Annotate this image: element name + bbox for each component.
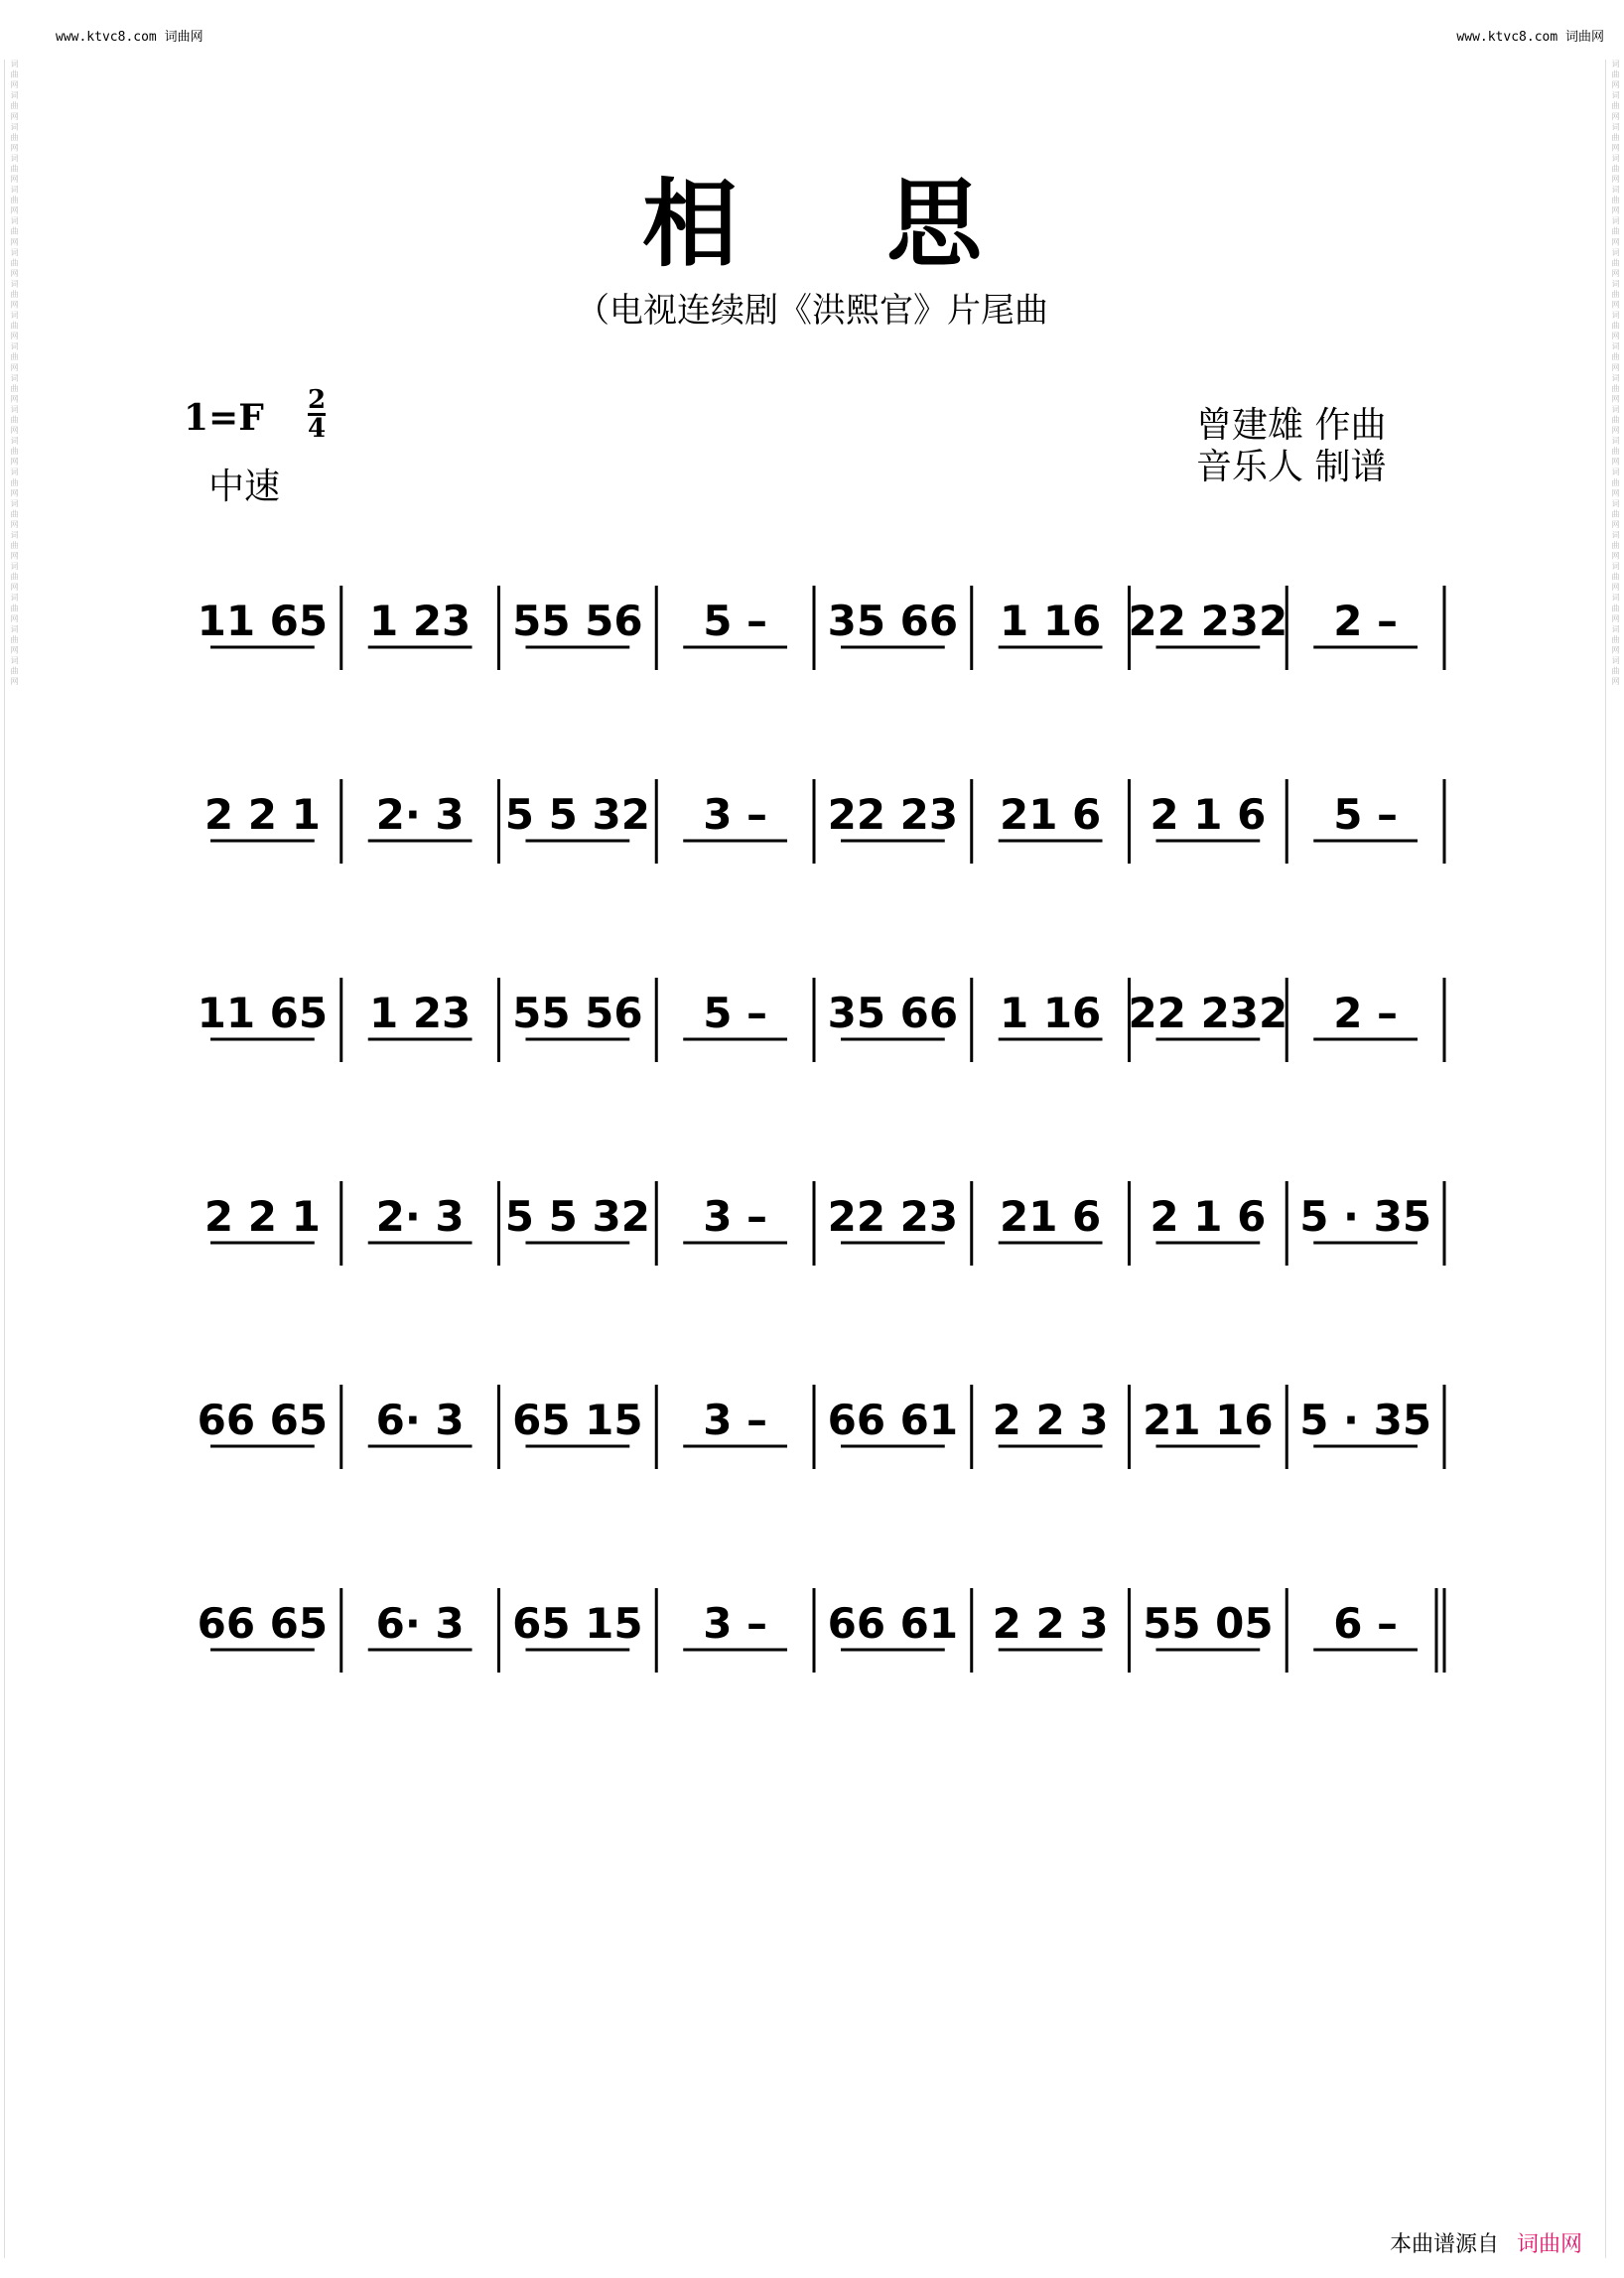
- footer-source: [1390, 2227, 1582, 2258]
- measure-notes: 22 232: [1128, 597, 1288, 645]
- measure-notes: 66 65: [197, 1599, 329, 1648]
- measure-notes: 21 6: [999, 790, 1102, 839]
- footer-source-link[interactable]: 词曲网: [1516, 2232, 1582, 2257]
- measure-notes: 55 56: [512, 989, 643, 1037]
- composer-credit: 曾建雄 作曲: [1196, 405, 1387, 446]
- staff-svg: [184, 1375, 1444, 1504]
- measure-notes: 5 5 32: [504, 790, 650, 839]
- time-sig-top: 2: [308, 385, 327, 415]
- measure-notes: 6· 3: [375, 1396, 465, 1444]
- measure-notes: 6· 3: [375, 1599, 465, 1648]
- measure-notes: 5 –: [703, 989, 768, 1037]
- side-watermark-left: 词 曲 网 词 曲 网 词 曲 网 词 曲 网 词 曲 网 词 曲 网 词 曲 网 词 曲 网 词 曲 网 词 曲 网 词 曲 网 词 曲 网 词 曲 网 词 曲 网 词 曲 网 词 曲 网 词 曲 网 词 曲 网 词 曲 网 词 曲 网: [4, 60, 19, 2258]
- measure-notes: 5 –: [1333, 790, 1399, 839]
- measure-notes: 66 65: [197, 1396, 329, 1444]
- staff-svg: [184, 968, 1444, 1097]
- staff-line: [184, 1578, 1444, 1707]
- measure-notes: 22 23: [827, 790, 959, 839]
- site-watermark-right: www.ktvc8.com 词曲网: [1456, 30, 1604, 45]
- measure-notes: 3 –: [703, 1396, 768, 1444]
- measure-notes: 2 2 1: [203, 790, 321, 839]
- measure-notes: 3 –: [703, 1192, 768, 1241]
- measure-notes: 11 65: [197, 597, 329, 645]
- song-title: 相思: [642, 168, 1131, 280]
- measure-notes: 2 2 3: [992, 1396, 1109, 1444]
- measure-notes: 55 05: [1143, 1599, 1274, 1648]
- measure-notes: 2 2 3: [992, 1599, 1109, 1648]
- measure-notes: 55 56: [512, 597, 643, 645]
- staff-svg: [184, 769, 1444, 898]
- measure-notes: 6 –: [1333, 1599, 1399, 1648]
- measure-notes: 1 16: [999, 989, 1102, 1037]
- site-watermark-left: www.ktvc8.com 词曲网: [56, 30, 203, 45]
- measure-notes: 65 15: [512, 1396, 643, 1444]
- time-signature: [308, 387, 326, 442]
- measure-notes: 22 232: [1128, 989, 1288, 1037]
- measure-notes: 3 –: [703, 1599, 768, 1648]
- measure-notes: 1 16: [999, 597, 1102, 645]
- measure-notes: 2 1 6: [1150, 1192, 1267, 1241]
- staff-svg: [184, 1171, 1444, 1300]
- staff-svg: [184, 1578, 1444, 1707]
- measure-notes: 2 1 6: [1150, 790, 1267, 839]
- measure-notes: 2· 3: [375, 790, 465, 839]
- staff-line: [184, 576, 1444, 705]
- staff-svg: [184, 576, 1444, 705]
- measure-notes: 1 23: [368, 989, 472, 1037]
- measure-notes: 2 –: [1333, 989, 1399, 1037]
- arranger-credit: 音乐人 制谱: [1196, 447, 1387, 487]
- measure-notes: 2 –: [1333, 597, 1399, 645]
- measure-notes: 5 5 32: [504, 1192, 650, 1241]
- measure-notes: 11 65: [197, 989, 329, 1037]
- measure-notes: 5 · 35: [1299, 1192, 1432, 1241]
- measure-notes: 2 2 1: [203, 1192, 321, 1241]
- measure-notes: 22 23: [827, 1192, 959, 1241]
- measure-notes: 2· 3: [375, 1192, 465, 1241]
- staff-line: [184, 1375, 1444, 1504]
- side-watermark-right: 词 曲 网 词 曲 网 词 曲 网 词 曲 网 词 曲 网 词 曲 网 词 曲 网 词 曲 网 词 曲 网 词 曲 网 词 曲 网 词 曲 网 词 曲 网 词 曲 网 词 曲 网 词 曲 网 词 曲 网 词 曲 网 词 曲 网 词 曲 网: [1605, 60, 1620, 2258]
- measure-notes: 3 –: [703, 790, 768, 839]
- measure-notes: 5 · 35: [1299, 1396, 1432, 1444]
- measure-notes: 35 66: [827, 989, 959, 1037]
- song-subtitle: （电视连续剧《洪熙官》片尾曲: [576, 291, 1048, 331]
- measure-notes: 21 16: [1143, 1396, 1274, 1444]
- measure-notes: 21 6: [999, 1192, 1102, 1241]
- staff-line: [184, 968, 1444, 1097]
- tempo-marking: 中速: [208, 467, 281, 507]
- key-signature: 1=F: [184, 397, 264, 439]
- staff-line: [184, 1171, 1444, 1300]
- measure-notes: 1 23: [368, 597, 472, 645]
- measure-notes: 5 –: [703, 597, 768, 645]
- measure-notes: 66 61: [827, 1396, 959, 1444]
- measure-notes: 35 66: [827, 597, 959, 645]
- measure-notes: 66 61: [827, 1599, 959, 1648]
- measure-notes: 65 15: [512, 1599, 643, 1648]
- footer-source-label: 本曲谱源自: [1389, 2232, 1499, 2257]
- time-sig-bottom: 4: [308, 414, 327, 444]
- staff-line: [184, 769, 1444, 898]
